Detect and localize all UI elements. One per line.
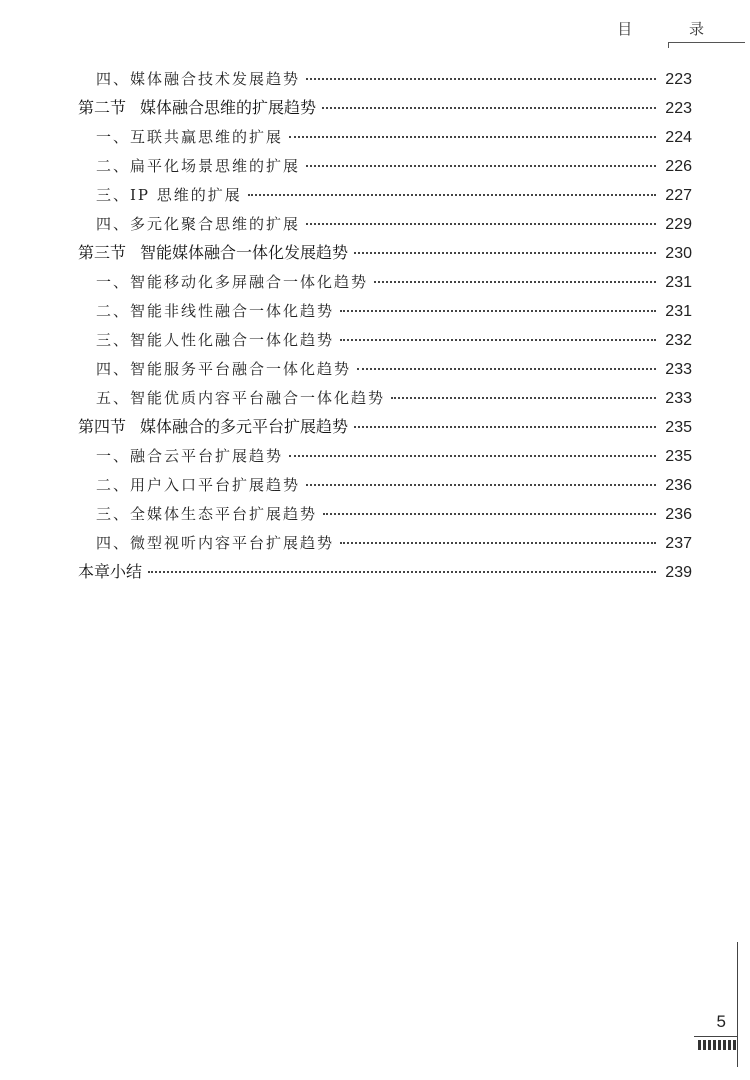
toc-entry-row: [96, 153, 692, 177]
toc-label: [96, 154, 300, 178]
toc-leader-dots: [340, 323, 656, 341]
toc-label: [96, 531, 334, 555]
toc-label: [78, 96, 316, 120]
toc-title: 五、智能优质内容平台融合一体化趋势: [96, 389, 386, 407]
toc-page-number: 226: [665, 158, 692, 175]
toc-page-number: 224: [665, 129, 692, 146]
toc-label: [78, 241, 348, 265]
toc-title: 四、智能服务平台融合一体化趋势: [96, 360, 352, 378]
toc-leader-dots: [306, 62, 656, 80]
toc-entry-row: [96, 66, 692, 90]
toc-leader-dots: [306, 149, 656, 167]
header-rule: [668, 42, 745, 43]
toc-leader-dots: [289, 439, 656, 457]
toc-section-number: 第三节: [78, 243, 127, 262]
toc-leader-dots: [289, 120, 656, 138]
toc-title: 二、扁平化场景思维的扩展: [96, 157, 301, 175]
toc-label: [96, 357, 351, 381]
toc-entry-row: [96, 269, 692, 293]
toc-section-row: [78, 240, 692, 264]
toc-title: 一、互联共赢思维的扩展: [96, 128, 284, 146]
toc-leader-dots: [322, 91, 656, 109]
toc-label: [96, 386, 385, 410]
toc-label: [78, 560, 142, 584]
toc-section-row: [78, 95, 692, 119]
toc-label: [96, 299, 334, 323]
header-title: 目 录: [617, 20, 730, 38]
toc-label: [96, 328, 334, 352]
toc-page-number: 233: [665, 361, 692, 378]
side-rule: [737, 942, 738, 1067]
toc-label: [96, 473, 300, 497]
toc-leader-dots: [148, 555, 656, 573]
toc-page-number: 239: [665, 564, 692, 581]
toc-entry-row: [96, 530, 692, 554]
toc-leader-dots: [354, 236, 656, 254]
page-number: 5: [716, 1012, 726, 1031]
toc-page-number: 235: [665, 448, 692, 465]
toc-title: 四、媒体融合技术发展趋势: [96, 70, 301, 88]
header-tick: [668, 42, 669, 48]
footer-rule: [694, 1036, 738, 1037]
toc-title: 智能媒体融合一体化发展趋势: [140, 243, 349, 262]
toc-title: 一、融合云平台扩展趋势: [96, 447, 284, 465]
toc-title: 媒体融合的多元平台扩展趋势: [140, 417, 349, 436]
toc-entry-row: [96, 385, 692, 409]
toc-entry-row: [96, 327, 692, 351]
toc-leader-dots: [374, 265, 656, 283]
toc-entry-row: [96, 211, 692, 235]
toc-label: [96, 444, 283, 468]
toc-page-number: 236: [665, 506, 692, 523]
toc-page-number: 230: [665, 245, 692, 262]
toc-title: 一、智能移动化多屏融合一体化趋势: [96, 273, 369, 291]
toc-page-number: 227: [665, 187, 692, 204]
toc-label: [96, 502, 317, 526]
toc-leader-dots: [306, 207, 656, 225]
toc-entry-row: [96, 472, 692, 496]
toc-page-number: 236: [665, 477, 692, 494]
toc-page-number: 223: [665, 100, 692, 117]
toc-label: [96, 183, 242, 207]
toc-title: 二、智能非线性融合一体化趋势: [96, 302, 335, 320]
toc-entry-row: [96, 298, 692, 322]
toc-entry-row: [96, 356, 692, 380]
toc-entry-row: [96, 124, 692, 148]
toc-leader-dots: [306, 468, 656, 486]
toc-title: 四、微型视听内容平台扩展趋势: [96, 534, 335, 552]
toc-section-row: [78, 414, 692, 438]
toc-page-number: 223: [665, 71, 692, 88]
toc-label: [96, 67, 300, 91]
toc-title: 三、IP 思维的扩展: [96, 186, 242, 204]
toc-leader-dots: [340, 294, 656, 312]
toc-title: 三、全媒体生态平台扩展趋势: [96, 505, 318, 523]
toc-leader-dots: [248, 178, 656, 196]
toc-leader-dots: [357, 352, 656, 370]
toc-section-row: [78, 559, 692, 583]
toc-leader-dots: [340, 526, 656, 544]
toc-leader-dots: [354, 410, 656, 428]
toc-page-number: 231: [665, 274, 692, 291]
running-header: [0, 0, 750, 45]
toc-entry-row: [96, 501, 692, 525]
toc-page-number: 231: [665, 303, 692, 320]
toc-title: 二、用户入口平台扩展趋势: [96, 476, 301, 494]
toc-section-number: 第二节: [78, 98, 127, 117]
footer-mark: [698, 1040, 736, 1050]
toc-entry-row: [96, 182, 692, 206]
toc-leader-dots: [323, 497, 656, 515]
toc-page-number: 232: [665, 332, 692, 349]
toc-page-number: 235: [665, 419, 692, 436]
toc-label: [78, 415, 348, 439]
toc-title: 三、智能人性化融合一体化趋势: [96, 331, 335, 349]
toc-label: [96, 270, 368, 294]
toc-section-number: 第四节: [78, 417, 127, 436]
toc-label: [96, 212, 300, 236]
toc-page-number: 229: [665, 216, 692, 233]
toc-label: [96, 125, 283, 149]
toc-title: 四、多元化聚合思维的扩展: [96, 215, 301, 233]
toc-title: 本章小结: [78, 562, 143, 581]
toc-title: 媒体融合思维的扩展趋势: [140, 98, 317, 117]
toc-leader-dots: [391, 381, 656, 399]
toc-page-number: 233: [665, 390, 692, 407]
toc-page-number: 237: [665, 535, 692, 552]
toc-entry-row: [96, 443, 692, 467]
